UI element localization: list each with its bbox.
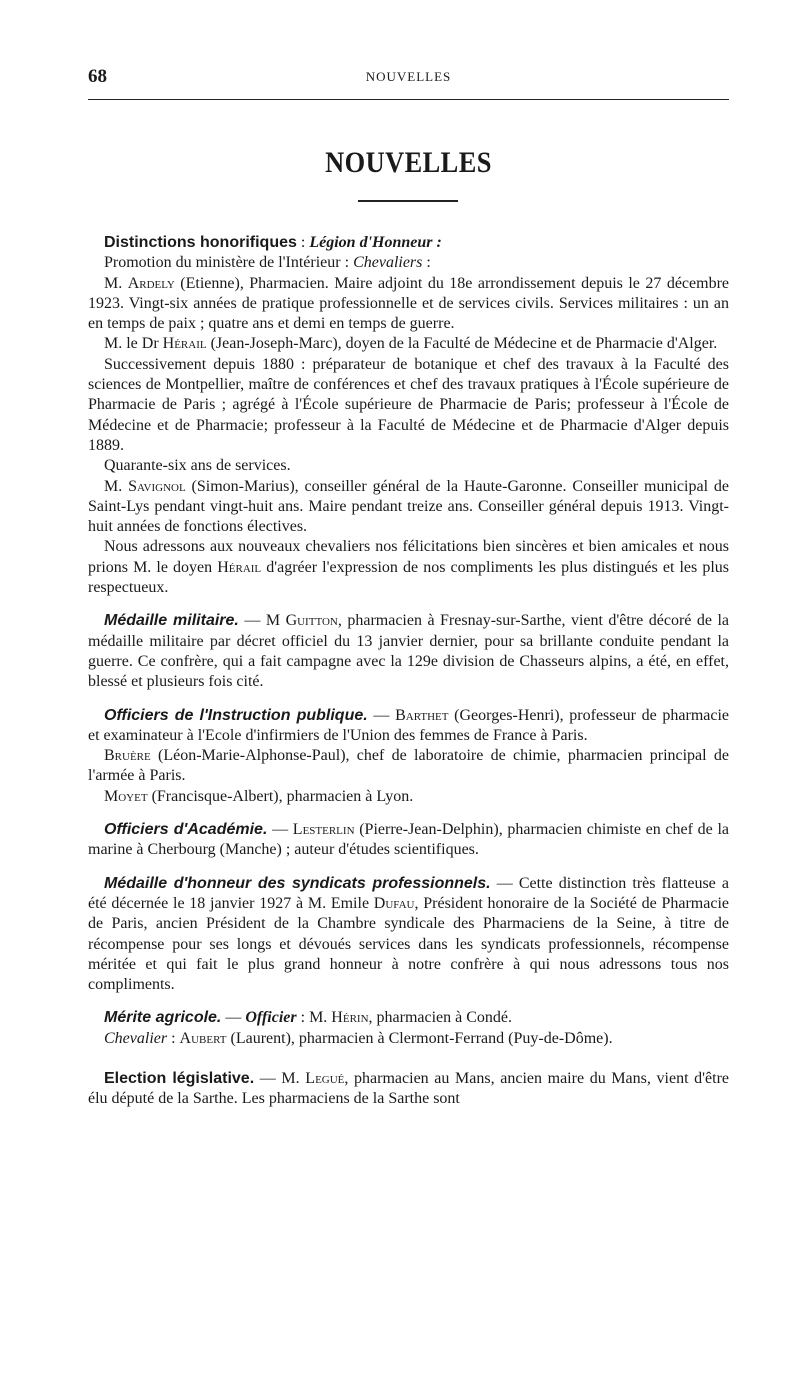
instruction-paragraph: Officiers de l'Instruction publique. — Barthet (Georges-Henri), professeur de pharmacie et examinateur à l'Ecole d'infirmiers de l'Union des femmes de France à Paris. xyxy=(88,706,730,744)
person-name: Guitton xyxy=(285,612,338,630)
rank-label: Officier xyxy=(245,1009,297,1027)
page-title: NOUVELLES xyxy=(325,146,492,179)
person-name: Lesterlin xyxy=(292,821,355,839)
herail-career-paragraph: Successivement depuis 1880 : préparateur de botanique et chef des travaux à la Faculté des sciences de Montpellier, maître de conférences et chef des travaux pratiques à l'École supérieure de Pharmacie de Paris ; agrégé à l'École supérieure de Pharmacie de Paris; professeur à l'École de Médecine et de Pharmacie; professeur à la Faculté de Médecine et de Pharmacie d'Alger depuis 1889. xyxy=(88,355,729,454)
agricole-paragraph: Mérite agricole. — Officier : M. Hérin, pharmacien à Condé. xyxy=(104,1009,513,1027)
running-head xyxy=(88,66,729,88)
bruere-paragraph: Bruère (Léon-Marie-Alphonse-Paul), chef de laboratoire de chimie, pharmacien principal de l'armée à Paris. xyxy=(88,747,729,785)
header-rule xyxy=(88,99,729,100)
savignol-paragraph: M. Savignol (Simon-Marius), conseiller général de la Haute-Garonne. Conseiller municipal de Saint-Lys pendant vingt-huit ans. Maire pendant treize ans. Conseiller général depuis 1913. Vingt-huit années de fonctions électives. xyxy=(88,477,729,536)
section-heading: Médaille d'honneur des syndicats professionnels. xyxy=(104,874,491,892)
syndicats-paragraph: Médaille d'honneur des syndicats professionnels. — Cette distinction très flatteuse a été décernée le 18 janvier 1927 à M. Emile Dufau, Président honoraire de la Société de Pharmacie de Paris, ancien Président de la Chambre syndicale des Pharmaciens de la Seine, à titre de récompense pour ses longs et dévoués services dans les syndicats professionnels, récompense méritée et qui fait le plus grand honneur à notre confrère à qui nous adressons tous nos compliments. xyxy=(88,874,730,994)
herail-paragraph: M. le Dr Hérail (Jean-Joseph-Marc), doyen de la Faculté de Médecine et de Pharmacie d'Alger. xyxy=(104,335,718,353)
person-name: Aubert xyxy=(179,1029,227,1047)
section-heading: Officiers de l'Instruction publique. xyxy=(104,706,368,724)
herail-services-paragraph: Quarante-six ans de services. xyxy=(104,457,291,475)
running-title: NOUVELLES xyxy=(365,69,452,84)
person-name: Hérin xyxy=(331,1009,369,1027)
rank-label: Chevalier xyxy=(104,1029,168,1047)
article-body xyxy=(88,233,729,1110)
section-heading: Distinctions honorifiques xyxy=(104,234,297,251)
person-name: Dufau xyxy=(373,894,415,912)
person-name: Ardely xyxy=(127,274,175,292)
academie-paragraph: Officiers d'Académie. — Lesterlin (Pierre-Jean-Delphin), pharmacien chimiste en chef de la marine à Cherbourg (Manche) ; auteur d'études scientifiques. xyxy=(88,821,730,859)
agricole-chevalier-paragraph: Chevalier : Aubert (Laurent), pharmacien à Clermont-Ferrand (Puy-de-Dôme). xyxy=(104,1029,613,1047)
section-heading: Mérite agricole. xyxy=(104,1009,222,1027)
militaire-paragraph: Médaille militaire. — M Guitton, pharmacien à Fresnay-sur-Sarthe, vient d'être décoré de la médaille militaire par décret officiel du 13 janvier dernier, pour sa brillante conduite pendant la guerre. Ce confrère, qui a fait campagne avec la 129e division de Chasseurs alpins, a été, en effet, blessé et plusieurs fois cité. xyxy=(88,612,730,691)
person-name: Hérail xyxy=(217,558,262,576)
moyet-paragraph: Moyet (Francisque-Albert), pharmacien à Lyon. xyxy=(104,787,414,805)
section-subheading: Légion d'Honneur : xyxy=(309,234,442,251)
election-paragraph: Election législative. — M. Legué, pharmacien au Mans, ancien maire du Mans, vient d'être élu député de la Sarthe. Les pharmaciens de la Sarthe sont xyxy=(88,1069,730,1108)
ardely-paragraph: M. Ardely (Etienne), Pharmacien. Maire adjoint du 18e arrondissement depuis le 27 décembre 1923. Vingt-six années de pratique professionnelle et de services civils. Services militaires : un an en temps de paix ; quatre ans et demi en temps de guerre. xyxy=(88,274,729,333)
person-name: Bruère xyxy=(104,747,151,765)
promotion-paragraph: Promotion du ministère de l'Intérieur : Chevaliers : xyxy=(104,254,431,272)
honneur-heading-paragraph: Distinctions honorifiques : Légion d'Honneur : xyxy=(104,234,442,251)
congrats-paragraph: Nous adressons aux nouveaux chevaliers nos félicitations bien sincères et bien amicales et nous prions M. le doyen Hérail d'agréer l'expression de nos compliments les plus distingués et les plus respectueux. xyxy=(88,538,729,597)
title-rule xyxy=(358,200,458,202)
section-heading: Officiers d'Académie. xyxy=(104,821,268,839)
page-number: 68 xyxy=(88,66,107,87)
person-name: Moyet xyxy=(104,787,148,805)
person-name: Legué xyxy=(305,1069,345,1087)
person-name: Barthet xyxy=(395,706,449,724)
person-name: Savignol xyxy=(128,477,186,495)
person-name: Hérail xyxy=(162,335,207,353)
section-heading: Médaille militaire. xyxy=(104,612,239,630)
section-heading: Election législative. xyxy=(104,1069,255,1087)
